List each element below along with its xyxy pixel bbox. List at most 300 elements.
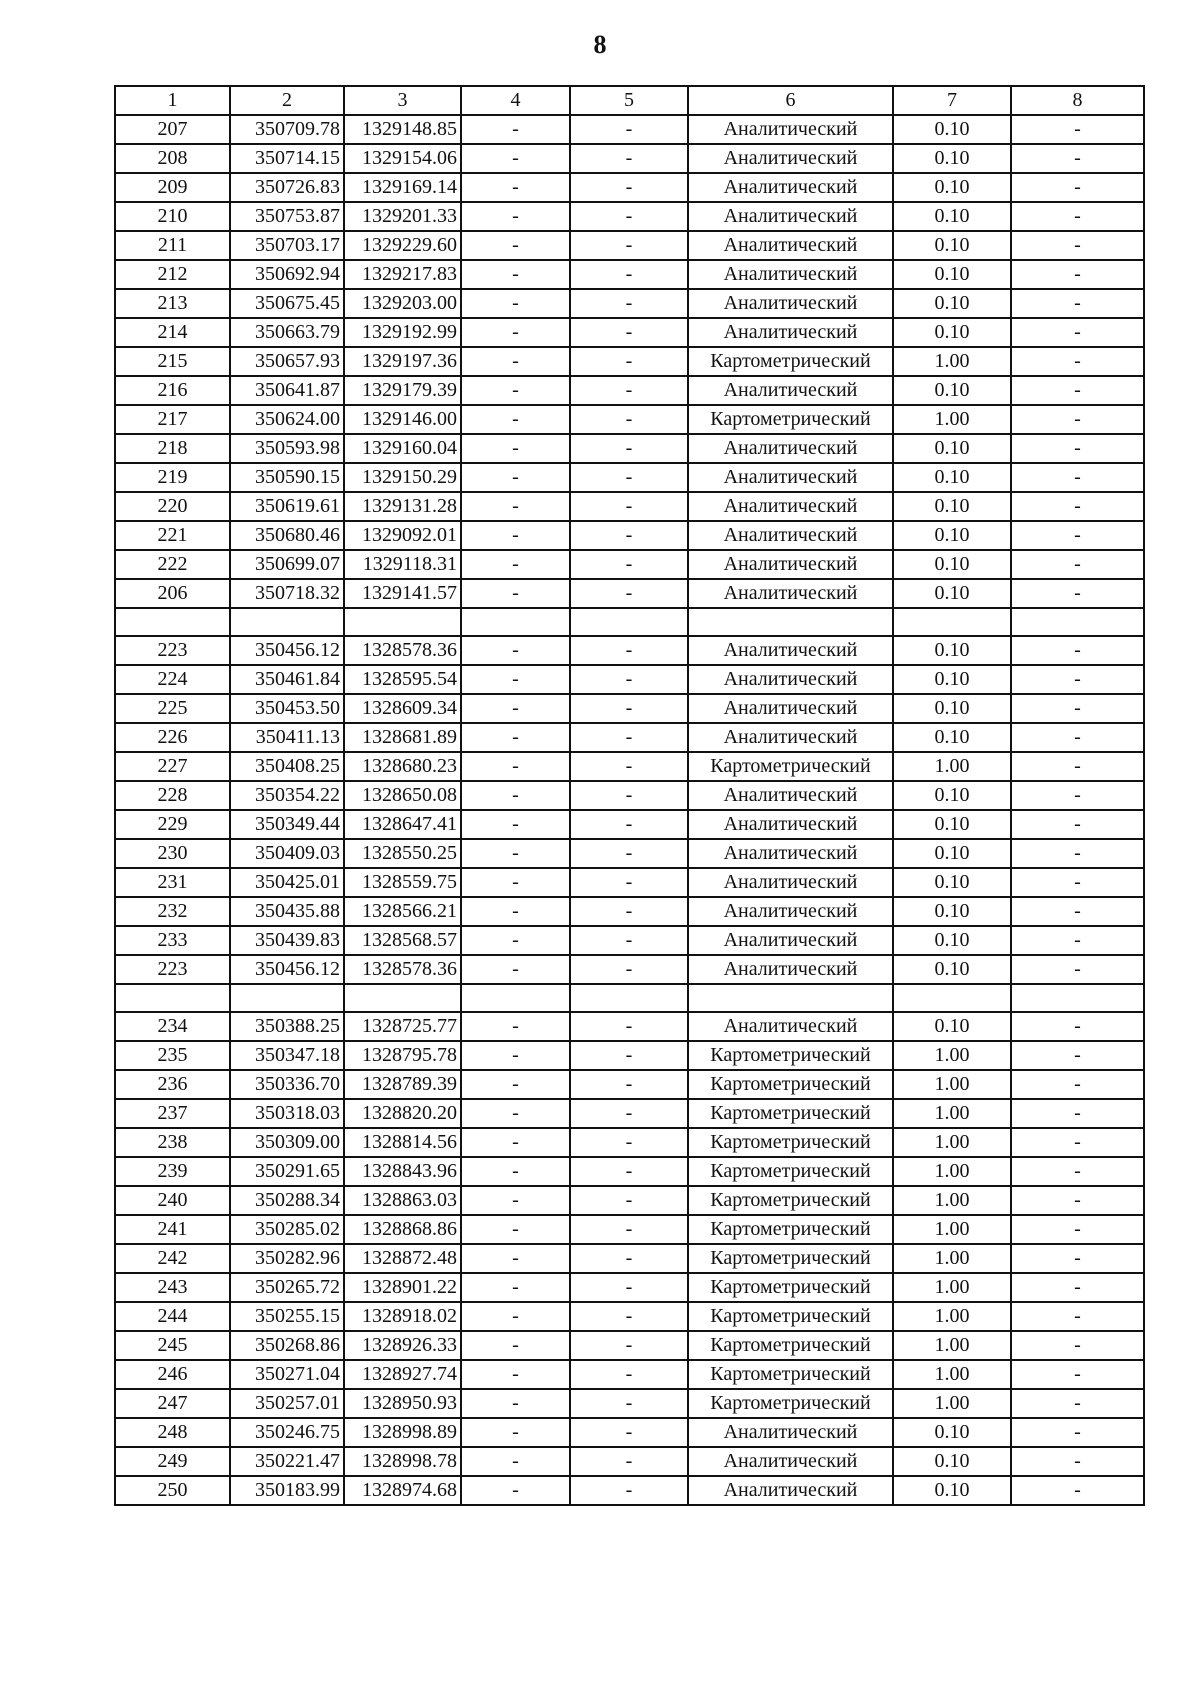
col8-cell: - — [1011, 897, 1144, 926]
col5-cell: - — [570, 897, 688, 926]
col8-cell: - — [1011, 1360, 1144, 1389]
method-cell: Аналитический — [688, 781, 893, 810]
col5-cell: - — [570, 376, 688, 405]
col4-cell: - — [461, 579, 570, 608]
y-coordinate-cell: 1328550.25 — [344, 839, 461, 868]
col5-cell: - — [570, 318, 688, 347]
col8-cell — [1011, 608, 1144, 636]
col8-cell: - — [1011, 1302, 1144, 1331]
accuracy-cell: 1.00 — [893, 347, 1011, 376]
table-row — [115, 434, 1144, 463]
method-cell — [688, 984, 893, 1012]
x-coordinate-cell: 350714.15 — [230, 144, 344, 173]
y-coordinate-cell: 1328872.48 — [344, 1244, 461, 1273]
method-cell: Аналитический — [688, 955, 893, 984]
accuracy-cell: 0.10 — [893, 376, 1011, 405]
method-cell: Аналитический — [688, 231, 893, 260]
x-coordinate-cell: 350265.72 — [230, 1273, 344, 1302]
point-number-cell: 218 — [115, 434, 230, 463]
col5-cell: - — [570, 1041, 688, 1070]
x-coordinate-cell: 350388.25 — [230, 1012, 344, 1041]
x-coordinate-cell: 350271.04 — [230, 1360, 344, 1389]
table-row — [115, 405, 1144, 434]
col4-cell — [461, 984, 570, 1012]
method-cell: Аналитический — [688, 144, 893, 173]
x-coordinate-cell: 350709.78 — [230, 115, 344, 144]
table-row — [115, 665, 1144, 694]
col8-cell: - — [1011, 260, 1144, 289]
method-cell: Картометрический — [688, 1215, 893, 1244]
accuracy-cell: 0.10 — [893, 115, 1011, 144]
y-coordinate-cell: 1329141.57 — [344, 579, 461, 608]
point-number-cell: 232 — [115, 897, 230, 926]
method-cell: Картометрический — [688, 1128, 893, 1157]
col4-cell: - — [461, 636, 570, 665]
col8-cell: - — [1011, 1389, 1144, 1418]
point-number-cell: 243 — [115, 1273, 230, 1302]
col4-cell: - — [461, 1302, 570, 1331]
method-cell: Картометрический — [688, 405, 893, 434]
col5-cell: - — [570, 752, 688, 781]
x-coordinate-cell: 350456.12 — [230, 955, 344, 984]
col5-cell: - — [570, 665, 688, 694]
col8-cell: - — [1011, 723, 1144, 752]
col8-cell: - — [1011, 434, 1144, 463]
table-row — [115, 115, 1144, 144]
x-coordinate-cell: 350425.01 — [230, 868, 344, 897]
col4-cell: - — [461, 955, 570, 984]
y-coordinate-cell: 1328998.78 — [344, 1447, 461, 1476]
x-coordinate-cell: 350291.65 — [230, 1157, 344, 1186]
col4-cell: - — [461, 1447, 570, 1476]
col8-cell: - — [1011, 521, 1144, 550]
col4-cell: - — [461, 289, 570, 318]
header-cell: 2 — [230, 86, 344, 115]
table-row — [115, 1360, 1144, 1389]
col4-cell: - — [461, 1360, 570, 1389]
point-number-cell: 225 — [115, 694, 230, 723]
col8-cell: - — [1011, 173, 1144, 202]
col5-cell: - — [570, 463, 688, 492]
method-cell: Аналитический — [688, 897, 893, 926]
x-coordinate-cell: 350435.88 — [230, 897, 344, 926]
col4-cell: - — [461, 1186, 570, 1215]
point-number-cell: 217 — [115, 405, 230, 434]
col5-cell: - — [570, 781, 688, 810]
col4-cell — [461, 608, 570, 636]
col5-cell: - — [570, 1186, 688, 1215]
method-cell: Аналитический — [688, 694, 893, 723]
x-coordinate-cell: 350318.03 — [230, 1099, 344, 1128]
col4-cell: - — [461, 173, 570, 202]
col8-cell: - — [1011, 839, 1144, 868]
table-row — [115, 781, 1144, 810]
col8-cell: - — [1011, 1476, 1144, 1505]
y-coordinate-cell: 1329131.28 — [344, 492, 461, 521]
method-cell: Аналитический — [688, 521, 893, 550]
col8-cell: - — [1011, 665, 1144, 694]
col5-cell: - — [570, 636, 688, 665]
point-number-cell: 236 — [115, 1070, 230, 1099]
y-coordinate-cell: 1329146.00 — [344, 405, 461, 434]
col4-cell: - — [461, 1070, 570, 1099]
point-number-cell: 229 — [115, 810, 230, 839]
col4-cell: - — [461, 1244, 570, 1273]
accuracy-cell: 0.10 — [893, 289, 1011, 318]
table-row — [115, 1041, 1144, 1070]
method-cell: Аналитический — [688, 1447, 893, 1476]
table-row — [115, 955, 1144, 984]
x-coordinate-cell: 350288.34 — [230, 1186, 344, 1215]
col4-cell: - — [461, 868, 570, 897]
table-row — [115, 260, 1144, 289]
col8-cell: - — [1011, 202, 1144, 231]
col5-cell: - — [570, 579, 688, 608]
col4-cell: - — [461, 839, 570, 868]
y-coordinate-cell: 1328650.08 — [344, 781, 461, 810]
x-coordinate-cell — [230, 608, 344, 636]
y-coordinate-cell: 1329154.06 — [344, 144, 461, 173]
col8-cell: - — [1011, 1041, 1144, 1070]
point-number-cell: 245 — [115, 1331, 230, 1360]
col4-cell: - — [461, 1418, 570, 1447]
col4-cell: - — [461, 260, 570, 289]
accuracy-cell: 0.10 — [893, 665, 1011, 694]
point-number-cell: 222 — [115, 550, 230, 579]
y-coordinate-cell: 1328568.57 — [344, 926, 461, 955]
x-coordinate-cell: 350246.75 — [230, 1418, 344, 1447]
method-cell: Картометрический — [688, 1360, 893, 1389]
col8-cell: - — [1011, 144, 1144, 173]
table-row — [115, 752, 1144, 781]
y-coordinate-cell: 1328595.54 — [344, 665, 461, 694]
point-number-cell: 223 — [115, 955, 230, 984]
point-number-cell — [115, 608, 230, 636]
x-coordinate-cell: 350593.98 — [230, 434, 344, 463]
y-coordinate-cell: 1329192.99 — [344, 318, 461, 347]
header-cell: 6 — [688, 86, 893, 115]
x-coordinate-cell: 350285.02 — [230, 1215, 344, 1244]
y-coordinate-cell: 1329092.01 — [344, 521, 461, 550]
col5-cell: - — [570, 347, 688, 376]
method-cell: Картометрический — [688, 1099, 893, 1128]
accuracy-cell: 0.10 — [893, 318, 1011, 347]
x-coordinate-cell: 350753.87 — [230, 202, 344, 231]
point-number-cell: 234 — [115, 1012, 230, 1041]
y-coordinate-cell: 1328820.20 — [344, 1099, 461, 1128]
y-coordinate-cell — [344, 984, 461, 1012]
x-coordinate-cell: 350718.32 — [230, 579, 344, 608]
col5-cell: - — [570, 1389, 688, 1418]
col8-cell: - — [1011, 550, 1144, 579]
point-number-cell: 238 — [115, 1128, 230, 1157]
point-number-cell: 207 — [115, 115, 230, 144]
y-coordinate-cell: 1328609.34 — [344, 694, 461, 723]
x-coordinate-cell: 350590.15 — [230, 463, 344, 492]
table-row — [115, 1186, 1144, 1215]
y-coordinate-cell: 1328974.68 — [344, 1476, 461, 1505]
x-coordinate-cell: 350641.87 — [230, 376, 344, 405]
point-number-cell: 224 — [115, 665, 230, 694]
col5-cell: - — [570, 1128, 688, 1157]
method-cell — [688, 608, 893, 636]
col8-cell: - — [1011, 289, 1144, 318]
col4-cell: - — [461, 1476, 570, 1505]
x-coordinate-cell: 350461.84 — [230, 665, 344, 694]
point-number-cell: 210 — [115, 202, 230, 231]
table-row — [115, 318, 1144, 347]
col4-cell: - — [461, 405, 570, 434]
y-coordinate-cell: 1329169.14 — [344, 173, 461, 202]
method-cell: Аналитический — [688, 115, 893, 144]
point-number-cell: 231 — [115, 868, 230, 897]
y-coordinate-cell: 1329217.83 — [344, 260, 461, 289]
method-cell: Картометрический — [688, 1041, 893, 1070]
table-row — [115, 231, 1144, 260]
y-coordinate-cell: 1329179.39 — [344, 376, 461, 405]
col5-cell: - — [570, 868, 688, 897]
accuracy-cell: 1.00 — [893, 1041, 1011, 1070]
point-number-cell: 219 — [115, 463, 230, 492]
y-coordinate-cell: 1329197.36 — [344, 347, 461, 376]
point-number-cell: 209 — [115, 173, 230, 202]
x-coordinate-cell: 350699.07 — [230, 550, 344, 579]
y-coordinate-cell: 1328926.33 — [344, 1331, 461, 1360]
col5-cell: - — [570, 202, 688, 231]
x-coordinate-cell: 350619.61 — [230, 492, 344, 521]
accuracy-cell: 1.00 — [893, 1389, 1011, 1418]
x-coordinate-cell: 350657.93 — [230, 347, 344, 376]
accuracy-cell: 0.10 — [893, 810, 1011, 839]
col5-cell: - — [570, 1099, 688, 1128]
col5-cell: - — [570, 1331, 688, 1360]
col4-cell: - — [461, 1273, 570, 1302]
accuracy-cell: 0.10 — [893, 434, 1011, 463]
col5-cell: - — [570, 492, 688, 521]
col5-cell: - — [570, 550, 688, 579]
table-row — [115, 810, 1144, 839]
method-cell: Картометрический — [688, 1186, 893, 1215]
col4-cell: - — [461, 115, 570, 144]
col4-cell: - — [461, 202, 570, 231]
col5-cell: - — [570, 260, 688, 289]
table-row — [115, 1302, 1144, 1331]
x-coordinate-cell: 350282.96 — [230, 1244, 344, 1273]
y-coordinate-cell: 1329148.85 — [344, 115, 461, 144]
point-number-cell: 216 — [115, 376, 230, 405]
col4-cell: - — [461, 1012, 570, 1041]
col4-cell: - — [461, 752, 570, 781]
separator-row — [115, 984, 1144, 1012]
col5-cell: - — [570, 694, 688, 723]
col8-cell: - — [1011, 1186, 1144, 1215]
col4-cell: - — [461, 1389, 570, 1418]
y-coordinate-cell: 1328868.86 — [344, 1215, 461, 1244]
accuracy-cell: 0.10 — [893, 202, 1011, 231]
point-number-cell: 242 — [115, 1244, 230, 1273]
col8-cell: - — [1011, 492, 1144, 521]
method-cell: Картометрический — [688, 1331, 893, 1360]
x-coordinate-cell: 350409.03 — [230, 839, 344, 868]
method-cell: Аналитический — [688, 463, 893, 492]
table-row — [115, 1128, 1144, 1157]
table-row — [115, 1273, 1144, 1302]
col4-cell: - — [461, 376, 570, 405]
table-row — [115, 1244, 1144, 1273]
table-row — [115, 1157, 1144, 1186]
col4-cell: - — [461, 1331, 570, 1360]
point-number-cell: 235 — [115, 1041, 230, 1070]
x-coordinate-cell: 350408.25 — [230, 752, 344, 781]
table-row — [115, 926, 1144, 955]
table-row — [115, 868, 1144, 897]
col5-cell: - — [570, 1418, 688, 1447]
accuracy-cell: 1.00 — [893, 1099, 1011, 1128]
col8-cell: - — [1011, 781, 1144, 810]
method-cell: Картометрический — [688, 1157, 893, 1186]
table-row — [115, 1012, 1144, 1041]
table-row — [115, 289, 1144, 318]
point-number-cell: 241 — [115, 1215, 230, 1244]
method-cell: Аналитический — [688, 1012, 893, 1041]
y-coordinate-cell: 1328843.96 — [344, 1157, 461, 1186]
col4-cell: - — [461, 781, 570, 810]
point-number-cell: 247 — [115, 1389, 230, 1418]
header-cell: 3 — [344, 86, 461, 115]
method-cell: Аналитический — [688, 1476, 893, 1505]
table-row — [115, 376, 1144, 405]
table-row — [115, 694, 1144, 723]
point-number-cell: 221 — [115, 521, 230, 550]
accuracy-cell — [893, 608, 1011, 636]
method-cell: Аналитический — [688, 723, 893, 752]
header-cell: 5 — [570, 86, 688, 115]
col4-cell: - — [461, 665, 570, 694]
col5-cell: - — [570, 1012, 688, 1041]
y-coordinate-cell: 1328863.03 — [344, 1186, 461, 1215]
y-coordinate-cell: 1329160.04 — [344, 434, 461, 463]
point-number-cell: 233 — [115, 926, 230, 955]
accuracy-cell: 0.10 — [893, 839, 1011, 868]
col4-cell: - — [461, 897, 570, 926]
col4-cell: - — [461, 347, 570, 376]
header-cell: 7 — [893, 86, 1011, 115]
point-number-cell: 211 — [115, 231, 230, 260]
table-row — [115, 723, 1144, 752]
col8-cell: - — [1011, 636, 1144, 665]
col8-cell: - — [1011, 1012, 1144, 1041]
method-cell: Аналитический — [688, 376, 893, 405]
col8-cell: - — [1011, 1157, 1144, 1186]
y-coordinate-cell: 1328918.02 — [344, 1302, 461, 1331]
table-row — [115, 347, 1144, 376]
col4-cell: - — [461, 1099, 570, 1128]
col8-cell: - — [1011, 347, 1144, 376]
col5-cell: - — [570, 434, 688, 463]
x-coordinate-cell: 350268.86 — [230, 1331, 344, 1360]
col4-cell: - — [461, 723, 570, 752]
method-cell: Аналитический — [688, 550, 893, 579]
method-cell: Аналитический — [688, 868, 893, 897]
method-cell: Аналитический — [688, 173, 893, 202]
accuracy-cell: 0.10 — [893, 926, 1011, 955]
method-cell: Аналитический — [688, 318, 893, 347]
col5-cell — [570, 984, 688, 1012]
col5-cell: - — [570, 521, 688, 550]
accuracy-cell: 0.10 — [893, 173, 1011, 202]
x-coordinate-cell: 350309.00 — [230, 1128, 344, 1157]
point-number-cell: 227 — [115, 752, 230, 781]
accuracy-cell: 0.10 — [893, 144, 1011, 173]
method-cell: Картометрический — [688, 752, 893, 781]
table-row — [115, 1331, 1144, 1360]
col5-cell: - — [570, 723, 688, 752]
x-coordinate-cell — [230, 984, 344, 1012]
method-cell: Картометрический — [688, 347, 893, 376]
point-number-cell: 214 — [115, 318, 230, 347]
col8-cell: - — [1011, 115, 1144, 144]
method-cell: Аналитический — [688, 579, 893, 608]
method-cell: Аналитический — [688, 810, 893, 839]
point-number-cell: 244 — [115, 1302, 230, 1331]
table-row — [115, 1447, 1144, 1476]
col4-cell: - — [461, 434, 570, 463]
col8-cell: - — [1011, 926, 1144, 955]
y-coordinate-cell: 1328647.41 — [344, 810, 461, 839]
col4-cell: - — [461, 463, 570, 492]
point-number-cell: 250 — [115, 1476, 230, 1505]
col4-cell: - — [461, 1128, 570, 1157]
col5-cell: - — [570, 1244, 688, 1273]
method-cell: Картометрический — [688, 1389, 893, 1418]
col5-cell: - — [570, 1215, 688, 1244]
separator-row — [115, 608, 1144, 636]
table-row — [115, 1476, 1144, 1505]
table-row — [115, 144, 1144, 173]
point-number-cell: 246 — [115, 1360, 230, 1389]
col5-cell: - — [570, 1476, 688, 1505]
x-coordinate-cell: 350692.94 — [230, 260, 344, 289]
page-number: 8 — [593, 30, 607, 59]
accuracy-cell: 1.00 — [893, 1157, 1011, 1186]
x-coordinate-cell: 350680.46 — [230, 521, 344, 550]
col8-cell: - — [1011, 1244, 1144, 1273]
point-number-cell: 226 — [115, 723, 230, 752]
col8-cell: - — [1011, 1447, 1144, 1476]
x-coordinate-cell: 350411.13 — [230, 723, 344, 752]
method-cell: Картометрический — [688, 1070, 893, 1099]
accuracy-cell: 0.10 — [893, 868, 1011, 897]
table-row — [115, 550, 1144, 579]
col5-cell: - — [570, 955, 688, 984]
accuracy-cell: 0.10 — [893, 521, 1011, 550]
point-number-cell: 215 — [115, 347, 230, 376]
point-number-cell: 223 — [115, 636, 230, 665]
col4-cell: - — [461, 231, 570, 260]
method-cell: Аналитический — [688, 434, 893, 463]
x-coordinate-cell: 350255.15 — [230, 1302, 344, 1331]
table-body — [115, 86, 1144, 1505]
y-coordinate-cell: 1328680.23 — [344, 752, 461, 781]
col5-cell: - — [570, 231, 688, 260]
y-coordinate-cell: 1328566.21 — [344, 897, 461, 926]
col5-cell: - — [570, 1447, 688, 1476]
point-number-cell: 206 — [115, 579, 230, 608]
col8-cell: - — [1011, 694, 1144, 723]
col4-cell: - — [461, 550, 570, 579]
y-coordinate-cell — [344, 608, 461, 636]
col5-cell: - — [570, 1360, 688, 1389]
